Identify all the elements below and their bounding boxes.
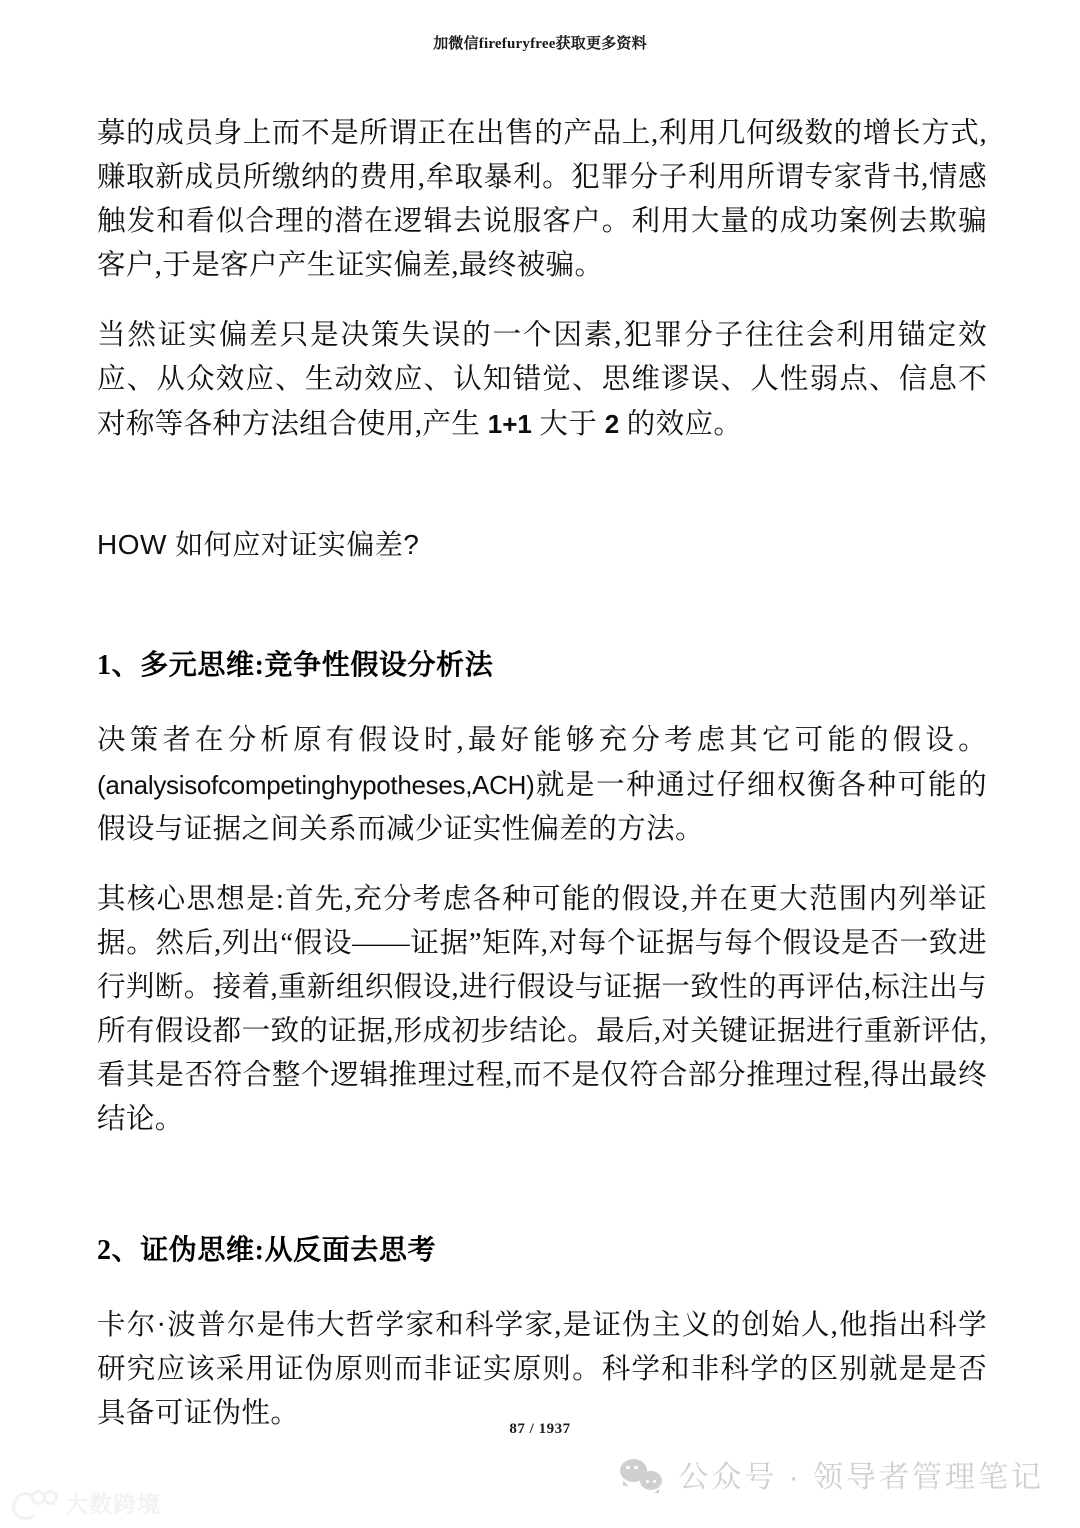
section-two-heading: 2、证伪思维:从反面去思考 bbox=[97, 1235, 437, 1266]
section-two bbox=[97, 1228, 987, 1268]
paragraph-3-latin-term: (analysisofcompetinghypotheses,ACH) bbox=[97, 770, 535, 800]
corner-logo-watermark bbox=[12, 1486, 161, 1519]
paragraph-2 bbox=[97, 314, 987, 447]
wechat-icon-bubble-small bbox=[640, 1471, 662, 1490]
paragraph-1: 募的成员身上而不是所谓正在出售的产品上,利用几何级数的增长方式,赚取新成员所缴纳的费用,牟取暴利。犯罪分子利用所谓专家背书,情感触发和看似合理的潜在逻辑去说服客户。利用大量的成功案例去欺骗客户,于是客户产生证实偏差,最终被骗。 bbox=[97, 118, 987, 281]
paragraph-4: 其核心思想是:首先,充分考虑各种可能的假设,并在更大范围内列举证据。然后,列出“假设——证据”矩阵,对每个证据与每个假设是否一致进行判断。接着,重新组织假设,进行假设与证据一致性的再评估,标注出与所有假设都一致的证据,形成初步结论。最后,对关键证据进行重新评估,看其是否符合整个逻辑推理过程,而不是仅符合部分推理过程,得出最终结论。 bbox=[97, 884, 987, 1135]
how-section bbox=[97, 523, 987, 563]
corner-logo-label: 大数跨境 bbox=[65, 1491, 161, 1517]
wechat-icon bbox=[620, 1457, 662, 1491]
paragraph-2-text-part-2: 大于 bbox=[531, 409, 605, 440]
page-number: 87 / 1937 bbox=[509, 1421, 571, 1437]
paragraph-3 bbox=[97, 719, 987, 852]
corner-logo-circle-2 bbox=[43, 1490, 58, 1505]
paragraph-2-text-part-3: 的效应。 bbox=[619, 409, 743, 440]
document-content-column bbox=[97, 112, 987, 1436]
section-one bbox=[97, 643, 987, 683]
how-section-heading: HOW 如何应对证实偏差? bbox=[97, 529, 420, 560]
paragraph-3-text-part-2: 就是一种通过仔细权衡各种可能的假设与证据之间关系而减少证实性偏差的方法。 bbox=[97, 770, 987, 845]
paragraph-2-text-part-1: 当然证实偏差只是决策失误的一个因素,犯罪分子往往会利用锚定效应、从众效应、生动效应、认知错觉、思维谬误、人性弱点、信息不对称等各种方法组合使用,产生 bbox=[97, 320, 987, 440]
wechat-watermark-label: 公众号 · 领导者管理笔记 bbox=[678, 1461, 1044, 1494]
wechat-watermark bbox=[620, 1452, 1044, 1496]
top-watermark-text: 加微信firefuryfree获取更多资料 bbox=[433, 36, 647, 52]
paragraph-5: 卡尔·波普尔是伟大哲学家和科学家,是证伪主义的创始人,他指出科学研究应该采用证伪原则而非证实原则。科学和非科学的区别就是是否具备可证伪性。 bbox=[97, 1310, 987, 1429]
paragraph-3-text-part-1: 决策者在分析原有假设时,最好能够充分考虑其它可能的假设。 bbox=[97, 725, 987, 756]
corner-logo-icon bbox=[12, 1489, 56, 1517]
paragraph-2-number-two: 2 bbox=[604, 409, 620, 439]
section-one-heading: 1、多元思维:竞争性假设分析法 bbox=[97, 650, 494, 681]
paragraph-2-number-one-plus-one: 1+1 bbox=[487, 409, 532, 439]
